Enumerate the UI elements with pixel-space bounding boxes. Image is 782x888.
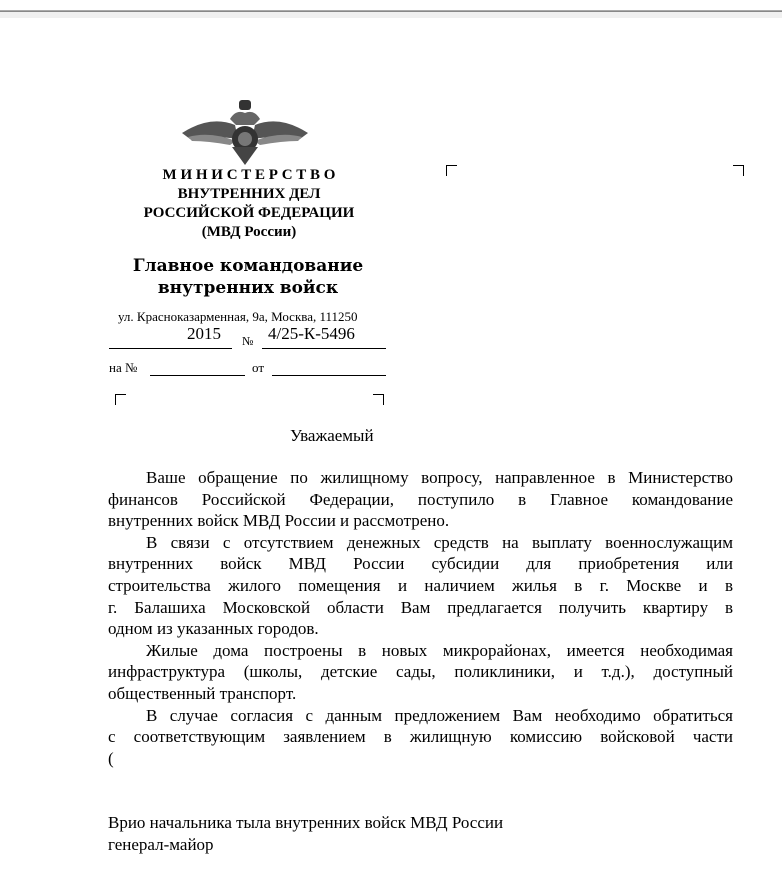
signer-title: Врио начальника тыла внутренних войск МВД России bbox=[108, 813, 504, 832]
command-line: внутренних войск bbox=[157, 278, 339, 298]
bracket-corner bbox=[115, 394, 126, 405]
body-line: внутренних войск МВД России субсидии для приобретения или bbox=[108, 554, 733, 574]
body-line: общественный транспорт. bbox=[108, 684, 297, 703]
body-line: В связи с отсутствием денежных средств на выплату военнослужащим bbox=[146, 532, 733, 552]
body-line: внутренних войск МВД России и рассмотрено. bbox=[108, 511, 450, 531]
mvd-emblem-icon bbox=[180, 95, 310, 167]
number-label: № bbox=[242, 334, 254, 348]
number-underline bbox=[262, 348, 386, 349]
date-underline bbox=[109, 348, 232, 349]
bracket-corner bbox=[733, 165, 744, 176]
ministry-line: ВНУТРЕННИХ ДЕЛ bbox=[177, 186, 321, 202]
body-line: Жилые дома построены в новых микрорайонах, имеется необходимая bbox=[146, 640, 733, 660]
ministry-line: (МВД России) bbox=[201, 224, 297, 240]
body-line: г. Балашиха Московской области Вам предлагается получить квартиру в bbox=[108, 597, 733, 617]
bracket-corner bbox=[373, 394, 384, 405]
ref-label: на № bbox=[109, 360, 138, 375]
ref-underline bbox=[150, 375, 245, 376]
body-line: одном из указанных городов. bbox=[108, 619, 319, 639]
ministry-line: РОССИЙСКОЙ ФЕДЕРАЦИИ bbox=[143, 205, 355, 221]
body-line: с соответствующим заявлением в жилищную комиссию войсковой части bbox=[108, 727, 733, 747]
signature-block bbox=[108, 812, 503, 856]
signer-rank: генерал-майор bbox=[108, 835, 214, 854]
body-line: строительства жилого помещения и наличием жилья в г. Москве и в bbox=[108, 576, 733, 595]
command-line: Главное командование bbox=[132, 256, 364, 276]
letter-number: 4/25-К-5496 bbox=[268, 324, 355, 343]
window-top-edge bbox=[0, 0, 782, 11]
toolbar-strip bbox=[0, 11, 782, 18]
from-label: от bbox=[252, 360, 265, 375]
body-line: ( bbox=[108, 748, 114, 768]
address: ул. Красноказарменная, 9а, Москва, 111250 bbox=[118, 309, 358, 324]
ministry-line: М И Н И С Т Е Р С Т В О bbox=[162, 167, 336, 183]
bracket-corner bbox=[446, 165, 457, 176]
salutation: Уважаемый bbox=[290, 426, 374, 445]
from-underline bbox=[272, 375, 386, 376]
ministry-name bbox=[120, 166, 378, 242]
body-line: В случае согласия с данным предложением Вам необходимо обратиться bbox=[146, 705, 733, 725]
letter-date: 2015 bbox=[187, 324, 221, 343]
body-line: финансов Российской Федерации, поступило в Главное командование bbox=[108, 489, 733, 509]
body-line: инфраструктура (школы, детские сады, поликлиники, и т.д.), доступный bbox=[108, 662, 733, 682]
body-line: Ваше обращение по жилищному вопросу, направленное в Министерство bbox=[146, 468, 733, 487]
command-name bbox=[110, 255, 386, 299]
